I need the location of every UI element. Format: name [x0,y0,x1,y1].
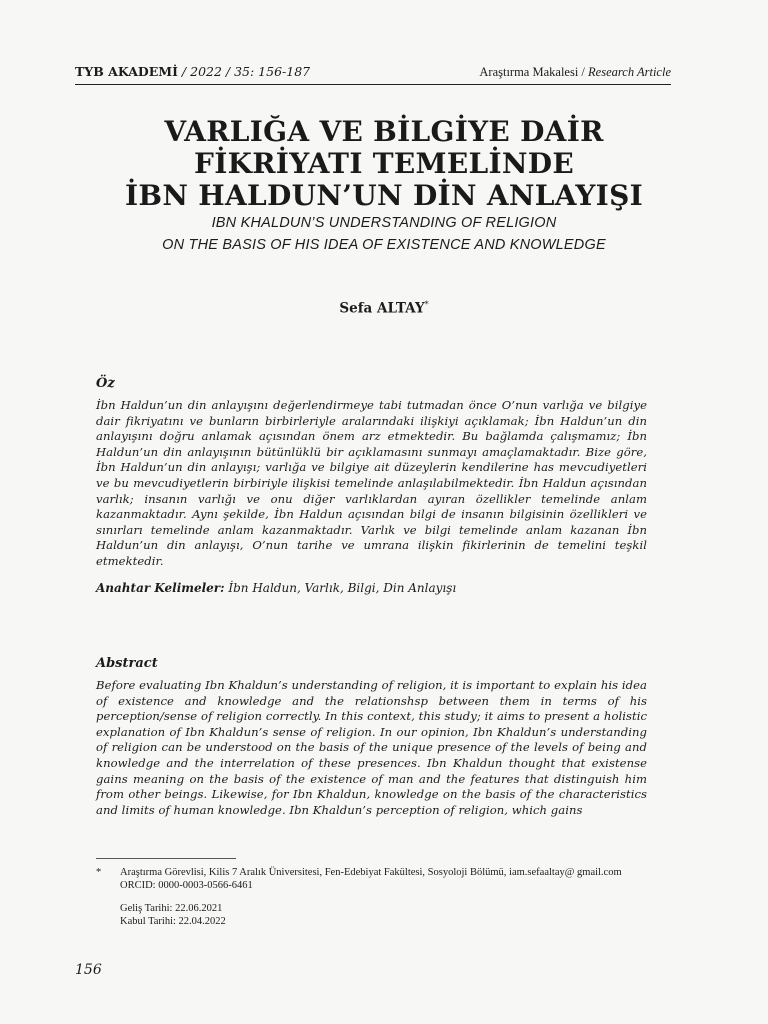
footnotes [96,866,647,928]
abstract-heading: Abstract [96,656,158,671]
english-title-line: IBN KHALDUN’S UNDERSTANDING OF RELIGION [211,215,557,231]
oz-section [96,376,647,595]
page-number: 156 [75,962,102,978]
title-line: VARLIĞA VE BİLGİYE DAİR [164,115,604,148]
running-header [75,64,671,80]
journal-name: TYB AKADEMİ [75,64,178,79]
footnote-mark: * [96,867,102,878]
article-type [479,65,671,80]
footnote-rule [96,858,236,859]
article-type-tr: Araştırma Makalesi / [479,65,589,79]
keywords [96,581,647,595]
abstract-text: Before evaluating Ibn Khaldun’s understanding of religion, it is important to explain his idea of existence and knowledge and the relationshsp between them in terms of his perception/sense of religion correctly. In this context, this study; it aims to present a holistic explanation of Ibn Khaldun’s sense of religion. In our opinion, Ibn Khaldun’s understanding of religion can be understood on the basis of the unique presence of the levels of being and knowledge and the interrelation of these presences. Ibn Khaldun thought that existense gains meaning on the basis of the existence of man and the features that distinguish him from other beings. Likewise, for Ibn Khaldun, knowledge on the basis of the characteristics and limits of human knowledge. Ibn Khaldun’s perception of religion, which gains [96,678,647,817]
keywords-values: İbn Haldun, Varlık, Bilgi, Din Anlayışı [224,580,457,595]
abstract-section [96,656,647,818]
english-title-line: ON THE BASIS OF HIS IDEA OF EXISTENCE AND KNOWLEDGE [162,237,606,253]
title-block [75,116,693,256]
article-dates [120,902,647,928]
title-line: İBN HALDUN’UN DİN ANLAYIŞI [124,179,644,212]
received-date: Geliş Tarihi: 22.06.2021 [120,903,223,914]
footnote-text: Araştırma Görevlisi, Kilis 7 Aralık Üniversitesi, Fen-Edebiyat Fakültesi, Sosyoloji Bölümü, iam.sefaaltay@ gmail.com ORCID: 0000-0003-0566-6461 [120,867,622,891]
oz-text: İbn Haldun’un din anlayışını değerlendirmeye tabi tutmadan önce O’nun varlığa ve bilgiye dair fikriyatını ve bunların birbirleriyle aralarındaki ilişkiyi açıklamak; İbn Haldun’un din anlayışını doğru anlamak açısından önem arz etmektedir. Bu bağlamda çalışmamız; İbn Haldun’un din anlayışının bütünlüklü bir açıklamasını sunmayı amaçlamaktadır. Bize göre, İbn Haldun’un din anlayışı; varlığa ve bilgiye ait düzeylerin kendilerine has mevcudiyetleri ve bu mevcudiyetlerin birbiriyle ilişkisi temelinde anlaşılabilmektedir. İbn Haldun açısından varlık; insanın varlığı ve onu diğer varlıklardan ayıran özellikler temelinde anlam kazanmaktadır. Aynı şekilde, İbn Haldun açısından bilgi de insanın bilgisinin özellikleri ve sınırları temelinde anlam kazanmaktadır. Varlık ve bilgi temelinde anlam kazanan İbn Haldun’un din anlayışı, O’nun tarihe ve umrana ilişkin fikirlerinin de temelini teşkil etmektedir. [96,398,647,568]
author [75,300,693,317]
header-rule [75,84,671,85]
accepted-date: Kabul Tarihi: 22.04.2022 [120,916,226,927]
author-footnote-mark: * [424,300,429,309]
journal-citation [75,64,310,79]
title-line: FİKRİYATI TEMELİNDE [194,147,574,180]
keywords-label: Anahtar Kelimeler: [96,580,225,595]
author-name: Sefa ALTAY [339,300,425,317]
oz-heading: Öz [96,376,115,391]
issue-info: / 2022 / 35: 156-187 [177,64,311,79]
article-type-en: Research Article [588,65,671,79]
author-footnote [96,866,647,892]
